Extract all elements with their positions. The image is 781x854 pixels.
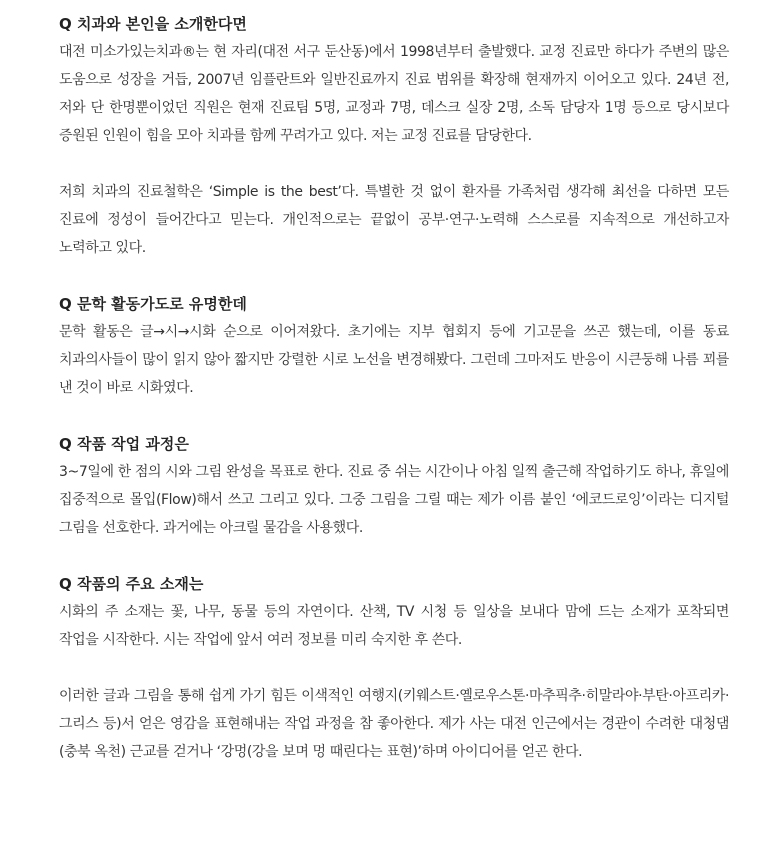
answer-paragraph: 저희 치과의 진료철학은 ‘Simple is the best’다. 특별한 것 없이 환자를 가족처럼 생각해 최선을 다하면 모든 진료에 정성이 들어간다고 믿는다. 개인적으로는 끝없이 공부·연구·노력해 스스로를 지속적으로 개선하고자 노력하고 있다.	[59, 184, 729, 256]
answer-paragraph: 시화의 주 소재는 꽃, 나무, 동물 등의 자연이다. 산책, TV 시청 등 일상을 보내다 맘에 드는 소재가 포착되면 작업을 시작한다. 시는 작업에 앞서 여러 정보를 미리 숙지한 후 쓴다.	[59, 604, 729, 648]
section-spacer	[59, 262, 729, 290]
section-spacer	[59, 542, 729, 570]
question-heading-4: Q 작품의 주요 소재는	[59, 575, 204, 593]
answer-paragraph: 3~7일에 한 점의 시와 그림 완성을 목표로 한다. 진료 중 쉬는 시간이나 아침 일찍 출근해 작업하기도 하나, 휴일에 집중적으로 몰입(Flow)해서 쓰고 그리고 있다. 그중 그림을 그릴 때는 제가 이름 붙인 ‘에코드로잉’이라는 디지털 그림을 선호한다. 과거에는 아크릴 물감을 사용했다.	[59, 464, 729, 536]
question-heading-3: Q 작품 작업 과정은	[59, 435, 189, 453]
question-heading-2: Q 문학 활동가도로 유명한데	[59, 295, 247, 313]
question-heading-1: Q 치과와 본인을 소개한다면	[59, 15, 247, 33]
paragraph-spacer	[59, 654, 729, 682]
answer-paragraph: 대전 미소가있는치과®는 현 자리(대전 서구 둔산동)에서 1998년부터 출발했다. 교정 진료만 하다가 주변의 많은 도움으로 성장을 거듭, 2007년 임플란트와 일반진료까지 진료 범위를 확장해 현재까지 이어오고 있다. 24년 전, 저와 단 한명뿐이었던 직원은 현재 진료팀 5명, 교정과 7명, 데스크 실장 2명, 소독 담당자 1명 등으로 당시보다 증원된 인원이 힘을 모아 치과를 함께 꾸려가고 있다. 저는 교정 진료를 담당한다.	[59, 44, 729, 144]
section-spacer	[59, 402, 729, 430]
answer-paragraph: 이러한 글과 그림을 통해 쉽게 가기 힘든 이색적인 여행지(키웨스트·옐로우스톤·마추픽추·히말라야·부탄·아프리카·그리스 등)서 얻은 영감을 표현해내는 작업 과정을 참 좋아한다. 제가 사는 대전 인근에서는 경관이 수려한 대청댐(충북 옥천) 근교를 걷거나 ‘강멍(강을 보며 멍 때린다는 표현)’하며 아이디어를 얻곤 한다.	[59, 688, 729, 760]
answer-paragraph: 문학 활동은 글→시→시화 순으로 이어져왔다. 초기에는 지부 협회지 등에 기고문을 쓰곤 했는데, 이를 동료 치과의사들이 많이 읽지 않아 짧지만 강렬한 시로 노선을 변경해봤다. 그런데 그마저도 반응이 시큰둥해 나름 꾀를 낸 것이 바로 시화였다.	[59, 324, 729, 396]
article-body	[59, 10, 729, 766]
paragraph-spacer	[59, 150, 729, 178]
